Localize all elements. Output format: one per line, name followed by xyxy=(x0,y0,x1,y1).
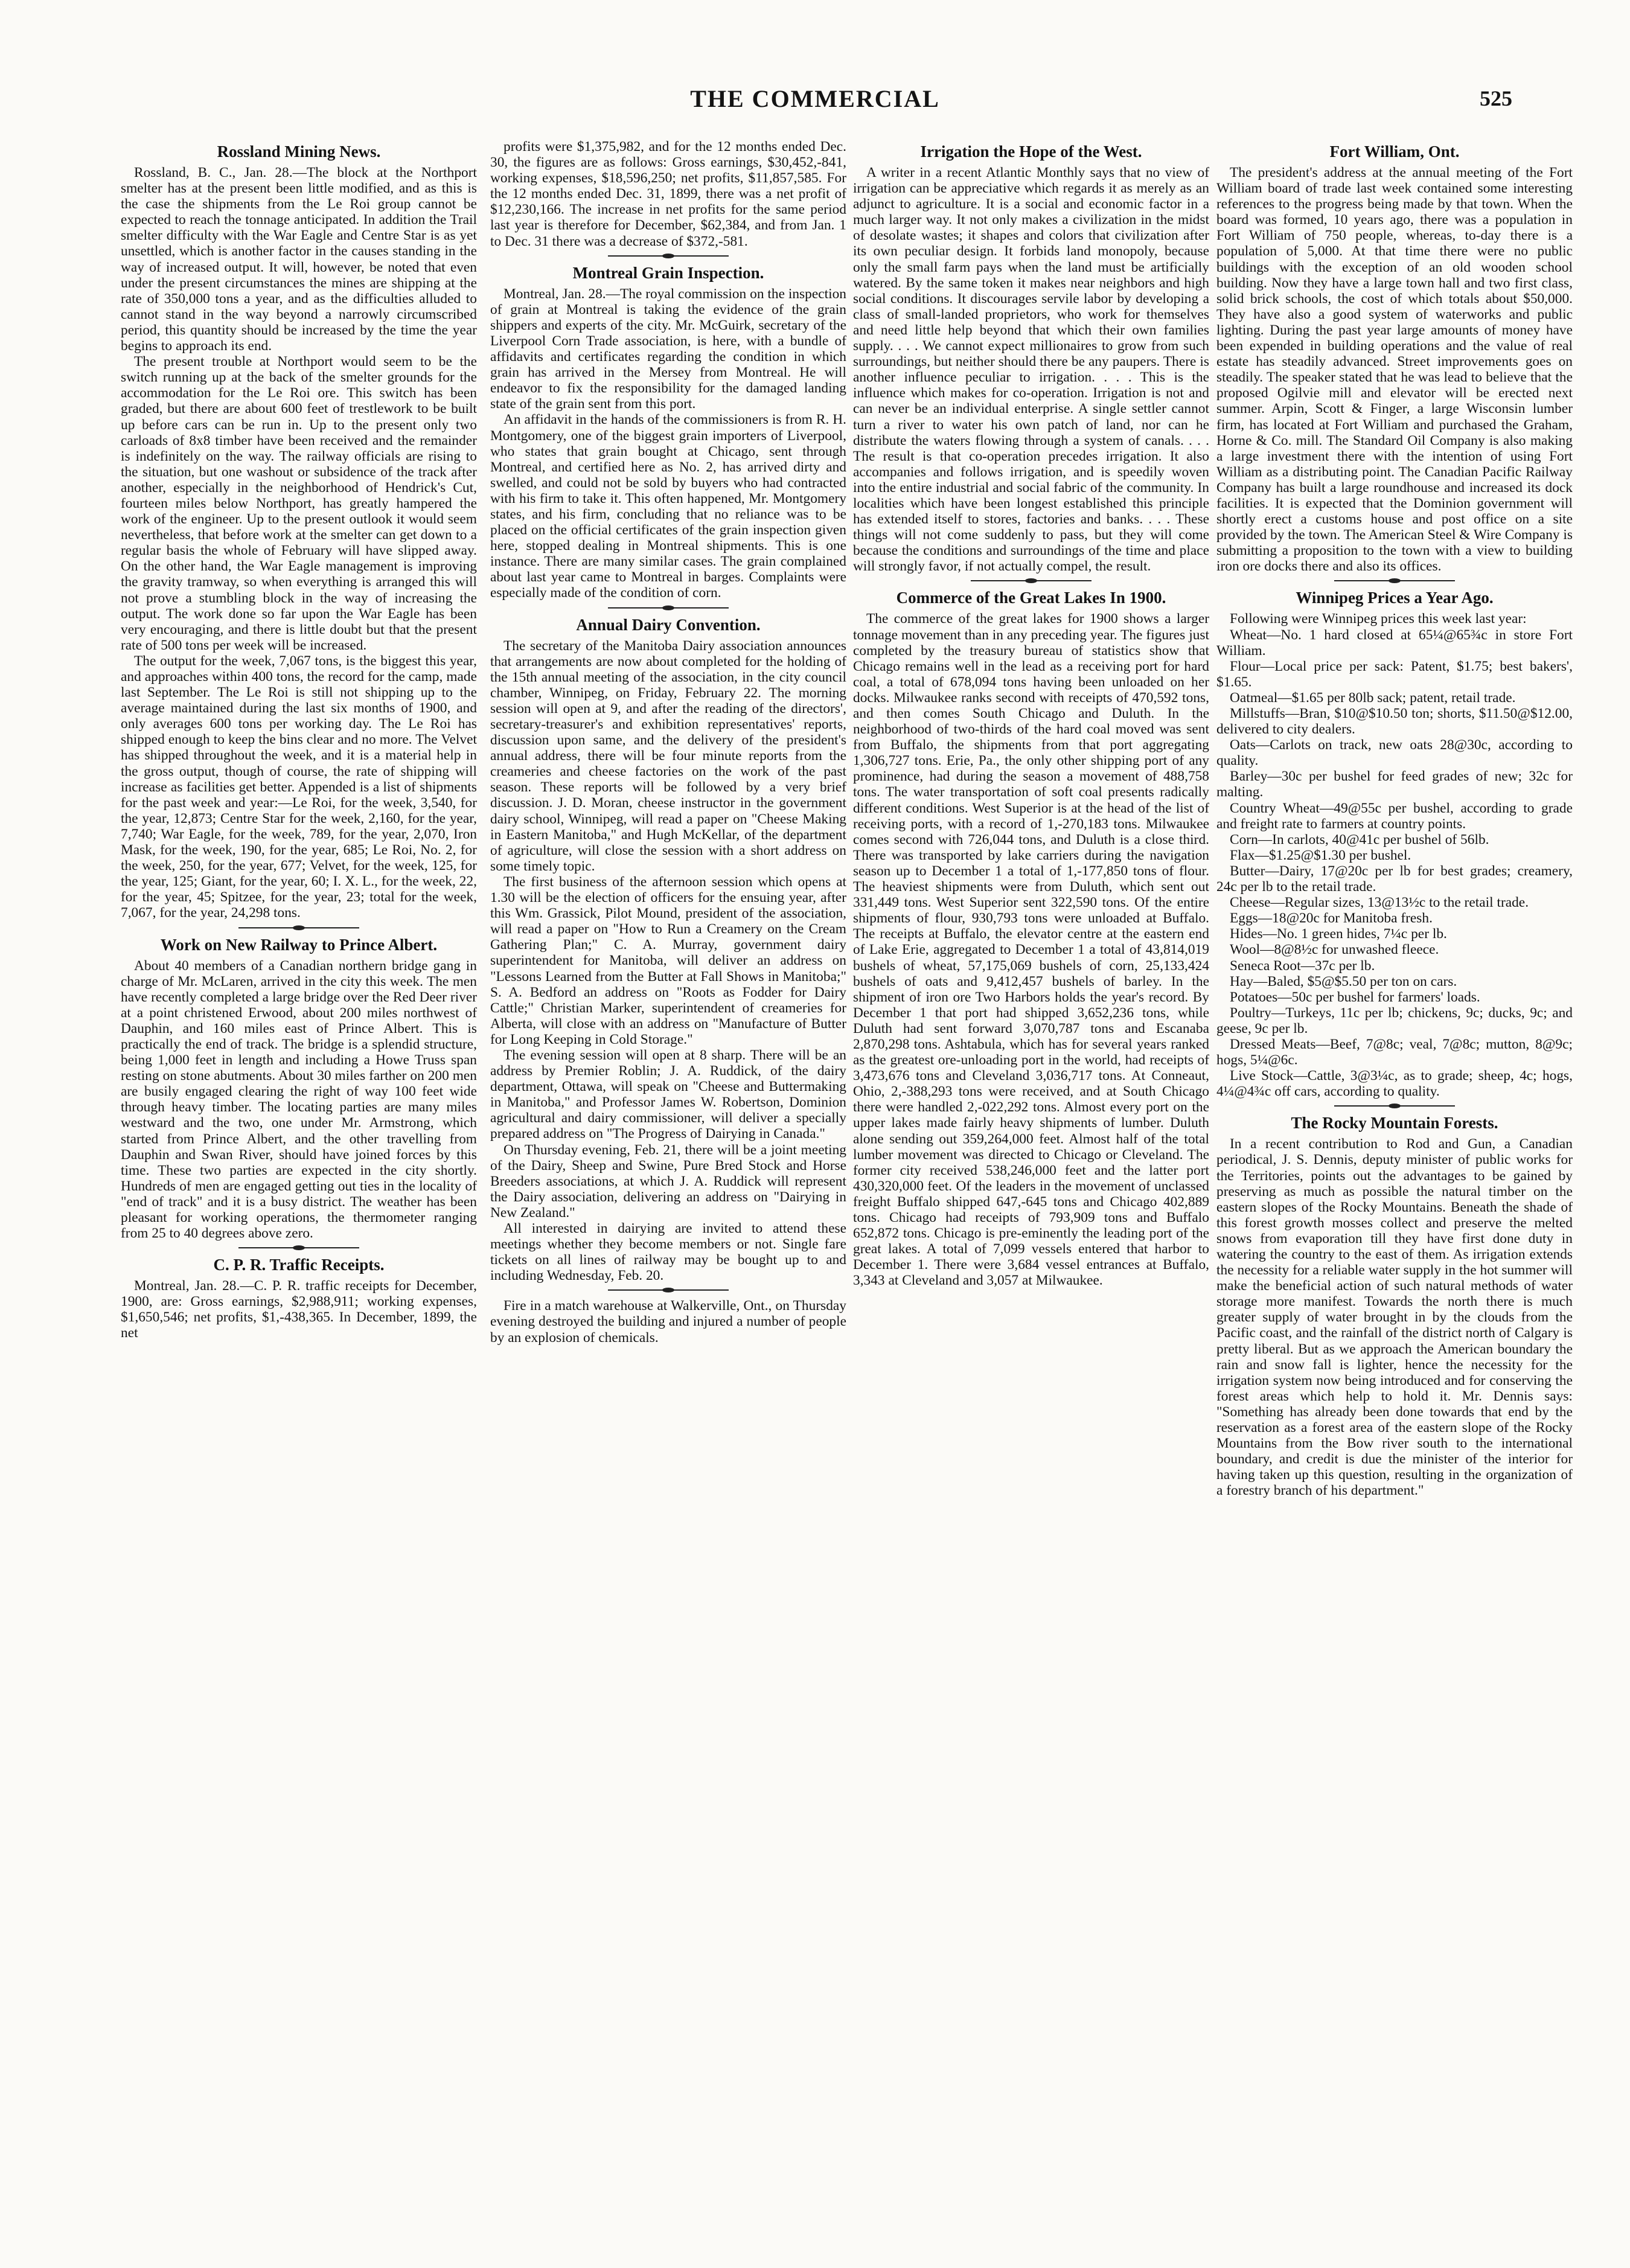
article-paragraph: Millstuffs—Bran, $10@$10.50 ton; shorts, $11.50@$12.00, delivered to city dealers. xyxy=(1216,706,1573,738)
article-paragraph: Hides—No. 1 green hides, 7¼c per lb. xyxy=(1230,926,1447,942)
article-paragraph: Seneca Root—37c per lb. xyxy=(1230,957,1375,974)
article-paragraph: About 40 members of a Canadian northern bridge gang in charge of Mr. McLaren, arrived in the city this week. The men have recently completed a large bridge over the Red Deer river at a point christened Erwood, about 200 miles northwest of Dauphin, and 160 miles east of Prince Albert. This is practically the end of track. The bridge is a splendid structure, being 1,000 feet in length and including a Howe Truss span resting on stone abutments. About 30 miles farther on 200 men are busily engaged clearing the right of way 100 feet wide through heavy timber. The locating parties are many miles westward and the two, one under Mr. Armstrong, which started from Prince Albert, and the other travelling from Dauphin and Swan River, should have joined forces by this time. These two parties are expected in the city shortly. Hundreds of men are engaged getting out ties in the locality of "end of track" and it is a busy district. The weather has been pleasant for working operations, the thermometer ranging from 25 to 40 degrees above zero. xyxy=(121,957,477,1242)
column-3 xyxy=(853,139,1209,2191)
article-paragraph: Flax—$1.25@$1.30 per bushel. xyxy=(1230,847,1411,863)
article xyxy=(121,142,477,921)
article-paragraph: Corn—In carlots, 40@41c per bushel of 56lb. xyxy=(1230,831,1489,848)
section-divider xyxy=(608,607,729,609)
article-paragraph: The output for the week, 7,067 tons, is the biggest this year, and approaches within 400 tons, the record for the camp, made last September. The Le Roi is still not shipping up to the average maintained during the last six months of 1900, and only averages 600 tons per working day. The Le Roi has shipped enough to keep the bins clear and no more. The Velvet has shipped throughout the week, and it is a material help in the gross output, though of course, the rate of shipping will increase as facilities get better. Appended is a list of shipments for the past week and year:—Le Roi, for the week, 3,540, for the year, 12,873; Centre Star for the week, 2,160, for the year, 7,740; War Eagle, for the week, 789, for the year, 2,070, Iron Mask, for the week, 190, for the year, 685; Le Roi, No. 2, for the week, 250, for the year, 677; Velvet, for the week, 125, for the year, 125; Giant, for the year, 60; I. X. L., for the week, 22, for the year, 45; Spitzee, for the year, 23; total for the week, 7,067, for the year, 24,298 tons. xyxy=(121,653,477,921)
article-paragraph: The commerce of the great lakes for 1900 shows a larger tonnage movement than in any preceding year. The figures just completed by the treasury bureau of statistics show that Chicago remains well in the lead as a receiving port for hard coal, a total of 678,094 tons having been unloaded on her docks. Milwaukee ranks second with receipts of 470,592 tons, and then comes South Chicago and Duluth. In the neighborhood of two-thirds of the hard coal moved was sent from Buffalo, the shipments from that port aggregating 1,306,727 tons. Erie, Pa., the only other shipping port of any prominence, had during the season a movement of 488,758 tons. The water transportation of soft coal presents radically different conditions. West Superior is at the head of the list of receiving ports, with a record of 1,-270,183 tons. Milwaukee comes second with 726,044 tons, and Duluth is a close third. There was transported by lake carriers during the navigation season up to December 1 a total of 1,-177,850 tons of flour. The heaviest shipments were from Duluth, which sent out 331,449 tons. West Superior sent 322,590 tons. Of the entire shipments of flour, 930,793 tons were unloaded at Buffalo. The receipts at Buffalo, the elevator centre at the eastern end of Lake Erie, aggregated to December 1 a total of 43,814,019 bushels of wheat, 57,175,069 bushels of corn, 25,133,424 bushels of oats and 9,412,457 bushels of barley. In the shipment of iron ore Two Harbors holds the year's record. By December 1 that port had shipped 3,652,236 tons, while Duluth had sent forward 3,070,787 tons and Escanaba 2,870,298 tons. Ashtabula, which has for several years ranked as the greatest ore-unloading port in the world, had receipts of 3,473,676 tons and Cleveland 3,036,717 tons. At Conneaut, Ohio, 2,-388,293 tons were received, and at South Chicago there were handled 2,-022,292 tons. Almost every port on the upper lakes made fairly heavy shipments of lumber. Duluth alone sending out 359,264,000 feet. Almost half of the total lumber movement was directed to Chicago or Cleveland. The former city received 538,246,000 feet and the latter port 430,320,000 feet. Of the leaders in the movement of unclassed freight Buffalo shipped 647,-645 tons and Chicago 402,889 tons. Chicago had receipts of 793,909 tons and Buffalo 652,872 tons. Chicago is pre-eminently the leading port of the great lakes. A total of 7,099 vessels entered that harbor to December 1. There were 3,684 vessel entrances at Buffalo, 3,343 at Cleveland and 3,057 at Milwaukee. xyxy=(853,611,1209,1289)
article-paragraph: Oats—Carlots on track, new oats 28@30c, according to quality. xyxy=(1216,737,1573,769)
article-paragraph: Montreal, Jan. 28.—C. P. R. traffic receipts for December, 1900, are: Gross earnings, $2,988,911; working expenses, $1,650,546; net profits, $1,-438,365. In December, 1899, the net xyxy=(121,1278,477,1341)
article-headline: C. P. R. Traffic Receipts. xyxy=(213,1256,385,1274)
article-headline: Annual Dairy Convention. xyxy=(576,615,761,634)
article-paragraph: Following were Winnipeg prices this week last year: xyxy=(1230,611,1527,627)
article xyxy=(490,264,846,601)
article-paragraph: Butter—Dairy, 17@20c per lb for best grades; creamery, 24c per lb to the retail trade. xyxy=(1216,863,1573,895)
article-paragraph: An affidavit in the hands of the commissioners is from R. H. Montgomery, one of the biggest grain importers of Liverpool, who states that grain bought at Chicago, sent through Montreal, and certified here as No. 2, has arrived dirty and swelled, and could not be sold by buyers who had contracted with his firm to take it. This often happened, Mr. Montgomery states, and his firm, concluding that no reliance was to be placed on the official certificates of the grain inspection given here, stopped dealing in Montreal shipments. This is one instance. There are many similar cases. The grain complained about last year came to Montreal in barges. Complaints were especially made of the condition of corn. xyxy=(490,412,846,601)
article-paragraph: Country Wheat—49@55c per bushel, according to grade and freight rate to farmers at country points. xyxy=(1216,800,1573,832)
article xyxy=(853,142,1209,574)
article-paragraph: Oatmeal—$1.65 per 80lb sack; patent, retail trade. xyxy=(1230,689,1516,706)
article-paragraph: The evening session will open at 8 sharp. There will be an address by Premier Roblin; J. A. Ruddick, of the dairy department, Ottawa, will speak on "Cheese and Buttermaking in Manitoba," and Professor James W. Robertson, Dominion agricultural and dairy commissioner, will deliver a specially prepared address on "The Progress of Dairying in Canada." xyxy=(490,1047,846,1142)
page-number: 525 xyxy=(1480,86,1512,110)
article-paragraph: Montreal, Jan. 28.—The royal commission on the inspection of grain at Montreal is taking the evidence of the grain shippers and experts of the city. Mr. McGuirk, secretary of the Liverpool Corn Trade association, is here, with a bundle of affidavits and certificates regarding the condition in which grain has arrived in the Mersey from Montreal. He will endeavor to fix the responsibility for the damaged landing state of the grain sent from this port. xyxy=(490,286,846,412)
article-paragraph: Potatoes—50c per bushel for farmers' loads. xyxy=(1230,989,1480,1005)
article-paragraph: Wheat—No. 1 hard closed at 65¼@65¾c in store Fort William. xyxy=(1216,627,1573,659)
article-headline: The Rocky Mountain Forests. xyxy=(1291,1114,1498,1132)
article-paragraph: On Thursday evening, Feb. 21, there will be a joint meeting of the Dairy, Sheep and Swine, Pure Bred Stock and Horse Breeders associations, at which J. A. Ruddick will represent the Dairy association, delivering an address on "Dairying in New Zealand." xyxy=(490,1142,846,1221)
section-divider xyxy=(608,255,729,257)
article-paragraph: Barley—30c per bushel for feed grades of new; 32c for malting. xyxy=(1216,768,1573,800)
article-headline: Commerce of the Great Lakes In 1900. xyxy=(896,589,1166,607)
article-paragraph: Hay—Baled, $5@$5.50 per ton on cars. xyxy=(1230,973,1457,989)
section-divider xyxy=(238,927,359,928)
section-divider xyxy=(1334,580,1455,581)
column-2 xyxy=(490,139,846,2191)
article-paragraph: The present trouble at Northport would seem to be the switch running up at the back of the smelter grounds for the accommodation for the Le Roi ore. This switch has been graded, but there are about 600 feet of trestlework to be built up before cars can be run in. Up to the present only two carloads of 8x8 timber have been received and the remainder is indefinitely on the way. The railway officials are rising to the situation, but one washout or subsidence of the track after another, especially in the neighborhood of Hendrick's Cut, fourteen miles below Northport, has greatly hampered the work of the engineer. Up to the present outlook it would seem nevertheless, that before work at the smelter can get down to a regular basis the whole of February will have slipped away. On the other hand, the War Eagle management is improving the gravity tramway, so when everything is arranged this will not prove a stumbling block in the way of increasing the output. The work done so far upon the War Eagle has been very encouraging, and there is little doubt but that the present rate of 500 tons per week will be increased. xyxy=(121,354,477,653)
article-headline: Montreal Grain Inspection. xyxy=(572,263,764,282)
masthead xyxy=(0,85,1630,139)
article-paragraph: Flour—Local price per sack: Patent, $1.75; best bakers', $1.65. xyxy=(1216,658,1573,690)
article-paragraph: Wool—8@8½c for unwashed fleece. xyxy=(1230,942,1439,958)
article xyxy=(853,589,1209,1288)
article-paragraph: Eggs—18@20c for Manitoba fresh. xyxy=(1230,910,1433,927)
column-1 xyxy=(121,139,477,2191)
article-paragraph: Cheese—Regular sizes, 13@13½c to the retail trade. xyxy=(1230,895,1529,911)
article xyxy=(1216,142,1573,574)
article-paragraph: In a recent contribution to Rod and Gun, a Canadian periodical, J. S. Dennis, deputy minister of public works for the Territories, points out the advantages to be gained by preserving as much as possible the natural timber on the eastern slopes of the Rocky Mountains. Beneath the shade of this forest growth mosses collect and preserve the melted snows from evaporation till they have first done duty in watering the country to the east of them. As irrigation extends the necessity for a reliable water supply in the hot summer will make the beneficial action of such natural methods of water storage more manifest. Towards the north there is much greater supply of water brought in by the clouds from the Pacific coast, and the rainfall of the district north of Calgary is pretty liberal. But as we approach the American boundary the rain and snow fall is lighter, hence the necessity for the irrigation system now being introduced and for conserving the forest areas which help to hold it. Mr. Dennis says: "Something has already been done towards that end by the reservation as a forest area of the eastern slope of the Rocky Mountains from the Bow river south to the international boundary, and credit is due the minister of the interior for having taken up this question, resulting in the organization of a forestry branch of his department." xyxy=(1216,1136,1573,1499)
column-4 xyxy=(1216,139,1573,2191)
article-paragraph: profits were $1,375,982, and for the 12 months ended Dec. 30, the figures are as follows: Gross earnings, $30,452,-841, working expenses, $18,596,250; net profits, $11,857,585. For the 12 months ended Dec. 31, 1899, there was a net profit of $12,230,166. The increase in net profits for the same period last year is therefore for December, $62,384, and from Jan. 1 to Dec. 31 there was a decrease of $372,-581. xyxy=(490,139,846,249)
article-headline: Winnipeg Prices a Year Ago. xyxy=(1296,589,1494,607)
article-paragraph: Rossland, B. C., Jan. 28.—The block at the Northport smelter has at the present been little modified, and as this is the case the shipments from the Le Roi group cannot be expected to reach the tonnage anticipated. In addition the Trail smelter difficulty with the War Eagle and Centre Star is as yet unsettled, which is another factor in the causes standing in the way of increased output. It will, however, be noted that even under the present circumstances the mines are shipping at the rate of 350,000 tons a year, and as the difficulties alluded to cannot stand in the way beyond a narrowly circumscribed period, this quantity should be increased by the time the year begins to approach its end. xyxy=(121,165,477,354)
article-paragraph: Dressed Meats—Beef, 7@8c; veal, 7@8c; mutton, 8@9c; hogs, 5¼@6c. xyxy=(1216,1036,1573,1069)
article-paragraph: A writer in a recent Atlantic Monthly says that no view of irrigation can be appreciative which regards it as merely as an adjunct to agriculture. It is a social and economic factor in a much larger way. It not only makes a civilization in the midst of desolate wastes; it shapes and colors that civilization after its own peculiar design. It forbids land monopoly, because only the small farm pays when the land must be artificially watered. By the same token it makes near neighbors and high social conditions. It discourages servile labor by developing a class of small-landed proprietors, who work for themselves and need little help beyond that which their own families supply. . . . We cannot expect millionaires to grow from such surroundings, but neither should there be any paupers. There is another influence peculiar to irrigation. . . . This is the influence which makes for co-operation. Irrigation is not and can never be an individual enterprise. A single settler cannot turn a river to water his own patch of land, nor can he distribute the waters flowing through a system of canals. . . . The result is that co-operation precedes irrigation. It also accompanies and follows irrigation, and is speedily woven into the entire industrial and social fabric of the community. In localities which have been longest established this principle has extended itself to stores, factories and banks. . . . These things will not come suddenly to pass, but they will come because the conditions and surroundings of the time and place will strongly favor, if not actually compel, the result. xyxy=(853,165,1209,575)
article xyxy=(121,1256,477,1341)
article xyxy=(490,1298,846,1345)
article-headline: Rossland Mining News. xyxy=(217,142,381,161)
article-headline: Fort William, Ont. xyxy=(1329,142,1460,161)
article xyxy=(1216,1114,1573,1498)
article xyxy=(490,616,846,1284)
article-paragraph: The first business of the afternoon session which opens at 1.30 will be the election of officers for the ensuing year, after this Wm. Grassick, Pilot Mound, president of the association, will read a paper on "How to Run a Creamery on the Cream Gathering Plan;" C. A. Murray, government dairy superintendent for Manitoba, will deliver an address on "Lessons Learned from the Butter at Fall Shows in Manitoba;" S. A. Bedford an address on "Roots as Fodder for Dairy Cattle;" Christian Marker, superintendent of creameries for Alberta, will close with an address on "Manufacture of Butter for Long Keeping in Cold Storage." xyxy=(490,874,846,1047)
article-headline: Work on New Railway to Prince Albert. xyxy=(160,935,438,954)
article-paragraph: All interested in dairying are invited to attend these meetings whether they become members or not. Single fare tickets on all lines of railway may be bought up to and including Wednesday, Feb. 20. xyxy=(490,1221,846,1284)
section-divider xyxy=(608,1289,729,1291)
article-headline: Irrigation the Hope of the West. xyxy=(920,142,1142,161)
article xyxy=(490,139,846,249)
article-paragraph: The secretary of the Manitoba Dairy association announces that arrangements are now about completed for the holding of the 15th annual meeting of the association, in the city council chamber, Winnipeg, on Friday, February 22. The morning session will open at 9, and after the reading of the directors', secretary-treasurer's and exhibition representatives' reports, discussion upon same, and the delivery of the president's annual address, there will be four minute reports from the creameries and cheese factories on the work of the past season. These reports will be followed by a very brief discussion. J. D. Moran, cheese instructor in the government dairy school, Winnipeg, will read a paper on "Cheese Making in Eastern Manitoba," and Hugh McKellar, of the department of agriculture, will close the session with a short address on some timely topic. xyxy=(490,637,846,874)
article-paragraph: Poultry—Turkeys, 11c per lb; chickens, 9c; ducks, 9c; and geese, 9c per lb. xyxy=(1216,1005,1573,1037)
article xyxy=(1216,589,1573,1099)
article xyxy=(121,936,477,1242)
newspaper-title: THE COMMERCIAL xyxy=(690,85,940,112)
section-divider xyxy=(971,580,1091,581)
article-paragraph: The president's address at the annual meeting of the Fort William board of trade last week contained some interesting references to the progress being made by that town. When the board was formed, 10 years ago, there was a population in Fort William of 750 people, whereas, to-day there is a population of 5,000. At that time there were no public buildings with the exception of an old wooden school building. Now they have a large town hall and two first class, solid brick schools, the cost of which totals about $50,000. They have also a good system of waterworks and public lighting. During the past year large amounts of money have been expended in building operations and the value of real estate has steadily advanced. Street improvements goes on steadily. The speaker stated that he was lead to believe that the proposed Ogilvie mill and elevator will be erected next summer. Arpin, Scott & Finger, a large Wisconsin lumber firm, has located at Fort William and purchased the Graham, Horne & Co. mill. The Standard Oil Company is also making a large investment there with the intention of using Fort William as a distributing point. The Canadian Pacific Railway Company has built a large roundhouse and increased its dock facilities. It is expected that the Dominion government will shortly erect a customs house and post office on a site provided by the town. The American Steel & Wire Company is submitting a proposition to the town with a view to building iron ore docks there and also its offices. xyxy=(1216,165,1573,575)
section-divider xyxy=(1334,1105,1455,1107)
article-paragraph: Live Stock—Cattle, 3@3¼c, as to grade; sheep, 4c; hogs, 4¼@4¾c off cars, according to quality. xyxy=(1216,1068,1573,1100)
section-divider xyxy=(238,1247,359,1248)
article-paragraph: Fire in a match warehouse at Walkerville, Ont., on Thursday evening destroyed the building and injured a number of people by an explosion of chemicals. xyxy=(490,1298,846,1346)
